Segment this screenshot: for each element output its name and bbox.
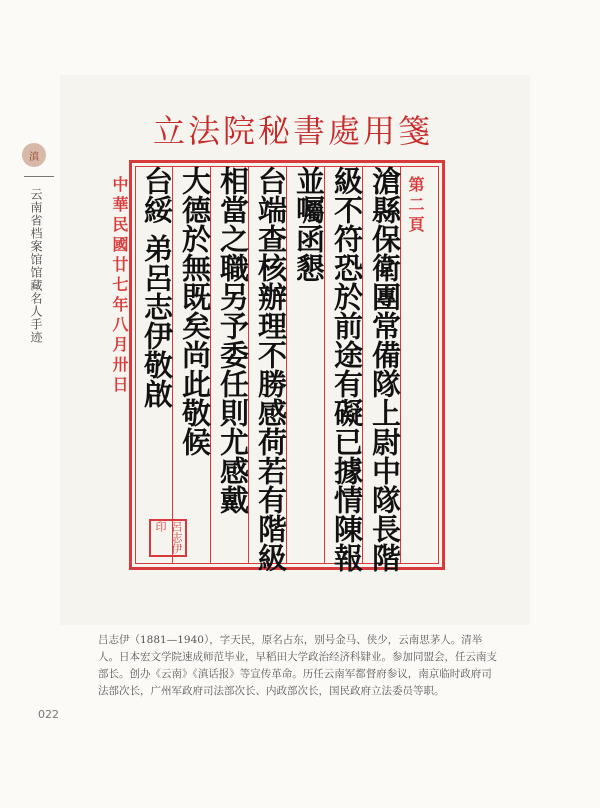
- letter-column: 滄縣保衛團常備隊上尉中隊長階: [368, 166, 402, 572]
- letter-column: 台端查核辦理不勝感荷若有階級: [254, 166, 288, 572]
- side-title: 云南省档案馆馆藏名人手迹: [29, 188, 43, 344]
- side-seal: 滇: [22, 143, 46, 167]
- caption: 吕志伊（1881—1940），字天民，原名占东，别号金马、侠少，云南思茅人。清举人。日本宏文学院速成师范毕业，早稻田大学政治经济科肄业。参加同盟会，任云南支部长。创办《云南》《滇话报》等宣传革命。历任云南军都督府参议，南京临时政府司法部次长，广州军政府司法部次长、内政部次长，国民政府立法委员等职。: [98, 634, 497, 697]
- letter-column: 相當之職另予委任則尤感戴: [216, 166, 250, 514]
- page-label: 第二頁: [406, 176, 425, 236]
- name-seal: 呂志伊印: [149, 519, 187, 557]
- letter-column: 並囑函懇: [292, 166, 326, 282]
- signature-column: 弟呂志伊敬啟: [140, 234, 174, 408]
- letterhead: 立法院秘書處用箋: [153, 112, 434, 150]
- letter-column: 大德於無既矣尚此敬候: [178, 166, 212, 456]
- letter-column: 台綏: [140, 166, 174, 224]
- letter-column: 級不符恐於前途有礙已據情陳報: [330, 166, 364, 572]
- date-column: 中華民國廿七年八月卅日: [110, 176, 129, 396]
- page-number: 022: [38, 708, 59, 721]
- side-divider: [24, 176, 54, 177]
